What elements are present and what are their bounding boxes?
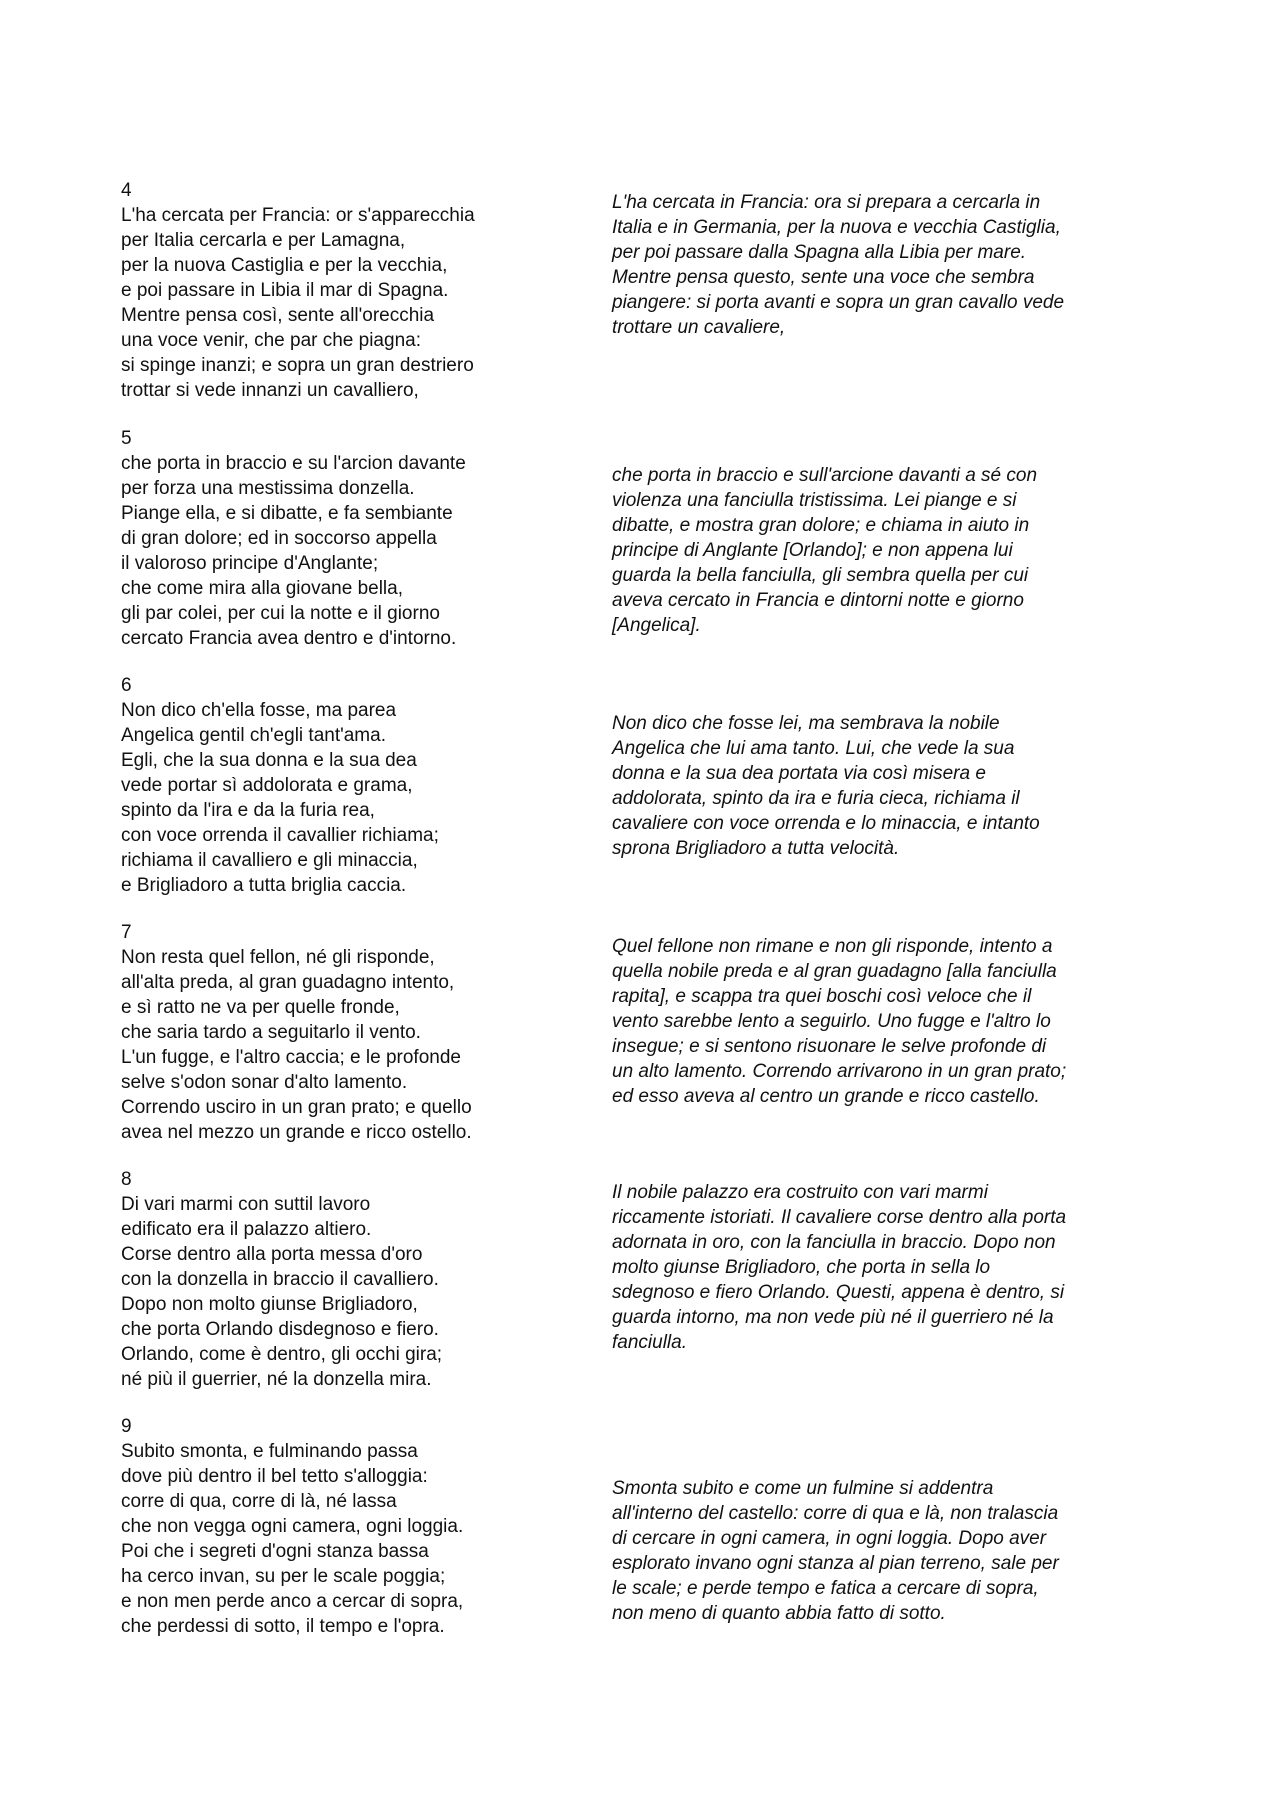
verse-line: una voce venir, che par che piagna: <box>121 330 421 351</box>
translation-line: trottare un cavaliere, <box>612 317 786 338</box>
translation-line: Mentre pensa questo, sente una voce che sembra <box>612 267 1035 288</box>
verse-line: Orlando, come è dentro, gli occhi gira; <box>121 1344 443 1365</box>
translation-line: per poi passare dalla Spagna alla Libia per mare. <box>612 242 1027 263</box>
stanza-original <box>121 1414 571 1639</box>
translation-line: le scale; e perde tempo e fatica a cercare di sopra, <box>612 1578 1039 1599</box>
translation-line: Angelica che lui ama tanto. Lui, che vede la sua <box>612 738 1015 759</box>
verse-line: Subito smonta, e fulminando passa <box>121 1441 418 1462</box>
verse-line: e sì ratto ne va per quelle fronde, <box>121 997 400 1018</box>
verse-line: dove più dentro il bel tetto s'alloggia: <box>121 1466 428 1487</box>
verse-line: Dopo non molto giunse Brigliadoro, <box>121 1294 418 1315</box>
translation-line: all'interno del castello: corre di qua e là, non tralascia <box>612 1503 1059 1524</box>
verse-line: con la donzella in braccio il cavalliero. <box>121 1269 439 1290</box>
verse-line: Angelica gentil ch'egli tant'ama. <box>121 725 386 746</box>
verse-line: L'ha cercata per Francia: or s'apparecchia <box>121 205 475 226</box>
verse-line: per forza una mestissima donzella. <box>121 478 415 499</box>
stanza-number: 8 <box>121 1169 132 1190</box>
verse-line: L'un fugge, e l'altro caccia; e le profonde <box>121 1047 461 1068</box>
verse-line: né più il guerrier, né la donzella mira. <box>121 1369 432 1390</box>
verse-line: ha cerco invan, su per le scale poggia; <box>121 1566 446 1587</box>
verse-line: e poi passare in Libia il mar di Spagna. <box>121 280 449 301</box>
translation-line: Non dico che fosse lei, ma sembrava la nobile <box>612 713 1000 734</box>
verse-line: richiama il cavalliero e gli minaccia, <box>121 850 418 871</box>
stanza-original <box>121 673 571 898</box>
stanza-original <box>121 1167 571 1392</box>
translation-line: rapita], e scappa tra quei boschi così veloce che il <box>612 986 1032 1007</box>
verse-line: e non men perde anco a cercar di sopra, <box>121 1591 464 1612</box>
verse-line: di gran dolore; ed in soccorso appella <box>121 528 437 549</box>
verse-line: che come mira alla giovane bella, <box>121 578 403 599</box>
verse-line: Di vari marmi con suttil lavoro <box>121 1194 371 1215</box>
verse-line: vede portar sì addolorata e grama, <box>121 775 413 796</box>
translation-line: quella nobile preda e al gran guadagno [alla fanciulla <box>612 961 1057 982</box>
stanza-translation <box>612 1476 1152 1626</box>
translation-line: L'ha cercata in Francia: ora si prepara a cercarla in <box>612 192 1041 213</box>
translation-line: un alto lamento. Correndo arrivarono in un gran prato; <box>612 1061 1067 1082</box>
verse-line: cercato Francia avea dentro e d'intorno. <box>121 628 457 649</box>
verse-line: corre di qua, corre di là, né lassa <box>121 1491 397 1512</box>
translation-line: guarda la bella fanciulla, gli sembra quella per cui <box>612 565 1029 586</box>
verse-line: Correndo usciro in un gran prato; e quello <box>121 1097 472 1118</box>
translation-line: principe di Anglante [Orlando]; e non appena lui <box>612 540 1013 561</box>
verse-line: per Italia cercarla e per Lamagna, <box>121 230 406 251</box>
translation-line: esplorato invano ogni stanza al pian terreno, sale per <box>612 1553 1059 1574</box>
verse-line: Piange ella, e si dibatte, e fa sembiante <box>121 503 453 524</box>
stanza-number: 7 <box>121 922 132 943</box>
translation-line: guarda intorno, ma non vede più né il guerriero né la <box>612 1307 1054 1328</box>
stanza-original <box>121 178 571 403</box>
verse-line: selve s'odon sonar d'alto lamento. <box>121 1072 408 1093</box>
stanza-number: 6 <box>121 675 132 696</box>
stanza-translation <box>612 934 1152 1109</box>
verse-line: spinto da l'ira e da la furia rea, <box>121 800 375 821</box>
verse-line: che porta Orlando disdegnoso e fiero. <box>121 1319 439 1340</box>
translation-line: molto giunse Brigliadoro, che porta in sella lo <box>612 1257 991 1278</box>
stanza-translation <box>612 711 1152 861</box>
translation-line: violenza una fanciulla tristissima. Lei piange e si <box>612 490 1017 511</box>
verse-line: e Brigliadoro a tutta briglia caccia. <box>121 875 407 896</box>
stanza-number: 4 <box>121 180 132 201</box>
translation-line: Quel fellone non rimane e non gli risponde, intento a <box>612 936 1053 957</box>
translation-line: che porta in braccio e sull'arcione davanti a sé con <box>612 465 1038 486</box>
verse-line: avea nel mezzo un grande e ricco ostello. <box>121 1122 472 1143</box>
translation-line: fanciulla. <box>612 1332 687 1353</box>
translation-line: Il nobile palazzo era costruito con vari marmi <box>612 1182 988 1203</box>
translation-line: Italia e in Germania, per la nuova e vecchia Castiglia, <box>612 217 1061 238</box>
verse-line: Poi che i segreti d'ogni stanza bassa <box>121 1541 429 1562</box>
translation-line: dibatte, e mostra gran dolore; e chiama in aiuto in <box>612 515 1030 536</box>
translation-line: cavaliere con voce orrenda e lo minaccia, e intanto <box>612 813 1040 834</box>
translation-line: ed esso aveva al centro un grande e ricco castello. <box>612 1086 1040 1107</box>
stanza-translation <box>612 190 1152 340</box>
stanza-number: 5 <box>121 428 132 449</box>
stanza-translation <box>612 463 1152 638</box>
verse-line: Mentre pensa così, sente all'orecchia <box>121 305 435 326</box>
verse-line: edificato era il palazzo altiero. <box>121 1219 372 1240</box>
translation-line: addolorata, spinto da ira e furia cieca, richiama il <box>612 788 1020 809</box>
translation-line: [Angelica]. <box>612 615 701 636</box>
verse-line: il valoroso principe d'Anglante; <box>121 553 379 574</box>
verse-line: che saria tardo a seguitarlo il vento. <box>121 1022 421 1043</box>
translation-line: piangere: si porta avanti e sopra un gran cavallo vede <box>612 292 1065 313</box>
stanza-translation <box>612 1180 1152 1355</box>
translation-line: insegue; e si sentono risuonare le selve profonde di <box>612 1036 1047 1057</box>
verse-line: che porta in braccio e su l'arcion davante <box>121 453 466 474</box>
verse-line: Egli, che la sua donna e la sua dea <box>121 750 417 771</box>
verse-line: gli par colei, per cui la notte e il giorno <box>121 603 440 624</box>
stanza-original <box>121 920 571 1145</box>
verse-line: Non dico ch'ella fosse, ma parea <box>121 700 397 721</box>
verse-line: trottar si vede innanzi un cavalliero, <box>121 380 419 401</box>
verse-line: che non vegga ogni camera, ogni loggia. <box>121 1516 464 1537</box>
stanza-number: 9 <box>121 1416 132 1437</box>
translation-line: riccamente istoriati. Il cavaliere corse dentro alla porta <box>612 1207 1067 1228</box>
translation-line: adornata in oro, con la fanciulla in braccio. Dopo non <box>612 1232 1056 1253</box>
translation-line: di cercare in ogni camera, in ogni loggia. Dopo aver <box>612 1528 1047 1549</box>
translation-line: sdegnoso e fiero Orlando. Questi, appena è dentro, si <box>612 1282 1065 1303</box>
verse-line: Non resta quel fellon, né gli risponde, <box>121 947 435 968</box>
translation-line: vento sarebbe lento a seguirlo. Uno fugge e l'altro lo <box>612 1011 1051 1032</box>
translation-line: Smonta subito e come un fulmine si addentra <box>612 1478 994 1499</box>
translation-line: non meno di quanto abbia fatto di sotto. <box>612 1603 946 1624</box>
verse-line: con voce orrenda il cavallier richiama; <box>121 825 439 846</box>
translation-line: donna e la sua dea portata via così misera e <box>612 763 986 784</box>
verse-line: all'alta preda, al gran guadagno intento, <box>121 972 455 993</box>
verse-line: che perdessi di sotto, il tempo e l'opra. <box>121 1616 445 1637</box>
translation-line: aveva cercato in Francia e dintorni notte e giorno <box>612 590 1024 611</box>
verse-line: si spinge inanzi; e sopra un gran destriero <box>121 355 474 376</box>
translation-line: sprona Brigliadoro a tutta velocità. <box>612 838 900 859</box>
verse-line: Corse dentro alla porta messa d'oro <box>121 1244 423 1265</box>
verse-line: per la nuova Castiglia e per la vecchia, <box>121 255 448 276</box>
stanza-original <box>121 426 571 651</box>
